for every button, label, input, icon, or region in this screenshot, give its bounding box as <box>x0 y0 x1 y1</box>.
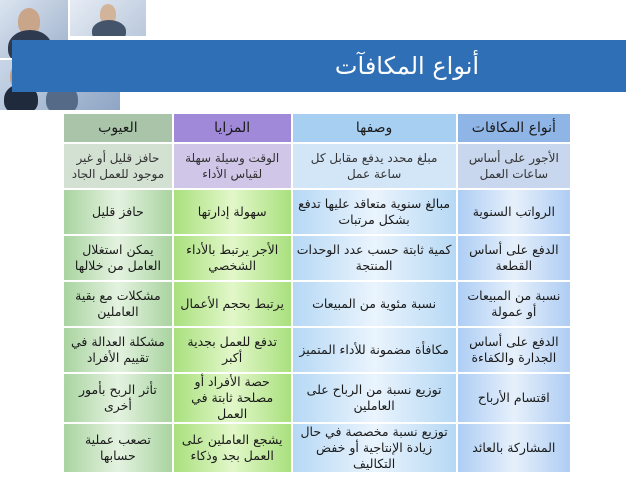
table-cell: توزيع نسبة مخصصة في حال زيادة الإنتاجية أو خفض التكاليف <box>293 424 456 472</box>
table-row <box>64 424 570 472</box>
table-cell: الأجور على أساس ساعات العمل <box>458 144 570 188</box>
header-cell-types: أنواع المكافات <box>458 114 570 142</box>
table-row <box>64 282 570 326</box>
header-banner <box>0 0 638 110</box>
table-cell: سهولة إدارتها <box>174 190 291 234</box>
table-cell: حافز قليل أو غير موجود للعمل الجاد <box>64 144 172 188</box>
header-cell-description: وصفها <box>293 114 456 142</box>
table-cell: يمكن استغلال العامل من خلالها <box>64 236 172 280</box>
table-cell: مبلغ محدد يدفع مقابل كل ساعة عمل <box>293 144 456 188</box>
table-cell: الرواتب السنوية <box>458 190 570 234</box>
table-cell: حصة الأفراد أو مصلحة ثابتة في العمل <box>174 374 291 422</box>
table-header-row <box>64 114 570 142</box>
table-cell: مبالغ سنوية متعاقد عليها تدفع بشكل مرتبات <box>293 190 456 234</box>
table-cell: نسبة مئوية من المبيعات <box>293 282 456 326</box>
header-cell-disadvantages: العيوب <box>64 114 172 142</box>
table-row <box>64 374 570 422</box>
table-cell: المشاركة بالعائد <box>458 424 570 472</box>
table-cell: مشكلات مع بقية العاملين <box>64 282 172 326</box>
table-cell: كمية ثابتة حسب عدد الوحدات المنتجة <box>293 236 456 280</box>
table-cell: تصعب عملية حسابها <box>64 424 172 472</box>
table-cell: مشكلة العدالة في تقييم الأفراد <box>64 328 172 372</box>
table-cell: اقتسام الأرباح <box>458 374 570 422</box>
table-cell: تأثر الربح بأمور أخرى <box>64 374 172 422</box>
table-cell: حافز قليل <box>64 190 172 234</box>
table-row <box>64 190 570 234</box>
table-row <box>64 328 570 372</box>
table-cell: الأجر يرتبط بالأداء الشخصي <box>174 236 291 280</box>
table-row <box>64 236 570 280</box>
table-cell: تدفع للعمل بجدية أكبر <box>174 328 291 372</box>
page-title: أنواع المكافآت <box>334 52 480 80</box>
table-cell: مكافأة مضمونة للأداء المتميز <box>293 328 456 372</box>
table-cell: توزيع نسبة من الرباح على العاملين <box>293 374 456 422</box>
rewards-table <box>62 112 572 474</box>
table-cell: الوقت وسيلة سهلة لقياس الأداء <box>174 144 291 188</box>
table-cell: الدفع على أساس الجدارة والكفاءة <box>458 328 570 372</box>
table-cell: يشجع العاملين على العمل بجد وذكاء <box>174 424 291 472</box>
table-cell: يرتبط بحجم الأعمال <box>174 282 291 326</box>
header-cell-advantages: المزايا <box>174 114 291 142</box>
table-cell: نسبة من المبيعات أو عمولة <box>458 282 570 326</box>
table-row <box>64 144 570 188</box>
decorative-curve <box>0 0 200 110</box>
table-cell: الدفع على أساس القطعة <box>458 236 570 280</box>
